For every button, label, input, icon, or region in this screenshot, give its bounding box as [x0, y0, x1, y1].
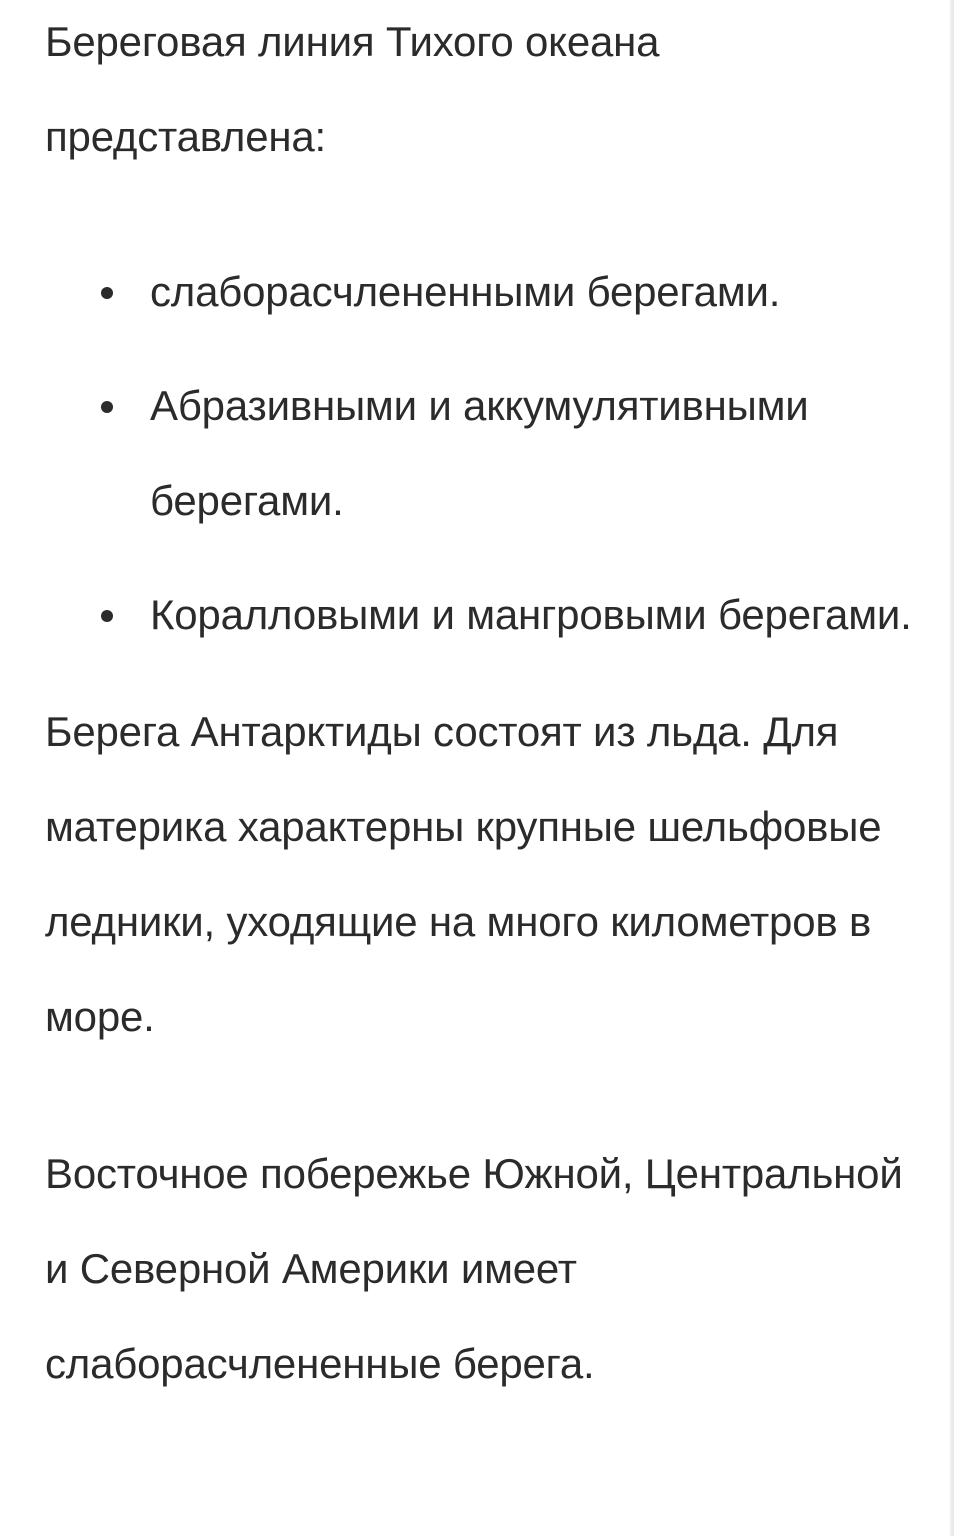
list-item — [45, 567, 925, 662]
coastline-types-list — [45, 244, 925, 662]
antarctica-paragraph: Берега Антарктиды состоят из льда. Для материка характерны крупные шельфовые ледники, уходящие на много километров в море. — [45, 708, 882, 1040]
scrollbar-track[interactable] — [950, 0, 954, 1536]
list-item — [45, 358, 925, 548]
america-paragraph: Восточное побережье Южной, Центральной и Северной Америки имеет слаборасчлененные берега. — [45, 1150, 903, 1387]
bullet-icon — [101, 287, 113, 299]
article-body — [45, 0, 925, 1411]
list-item-text: слаборасчлененными берегами. — [150, 268, 781, 315]
list-item — [45, 244, 925, 339]
list-item-text: Коралловыми и мангровыми берегами. — [150, 591, 912, 638]
list-item-text: Абразивными и аккумулятивными берегами. — [150, 382, 809, 524]
bullet-icon — [101, 401, 113, 413]
bullet-icon — [101, 610, 113, 622]
intro-paragraph: Береговая линия Тихого океана представлена: — [45, 18, 660, 160]
